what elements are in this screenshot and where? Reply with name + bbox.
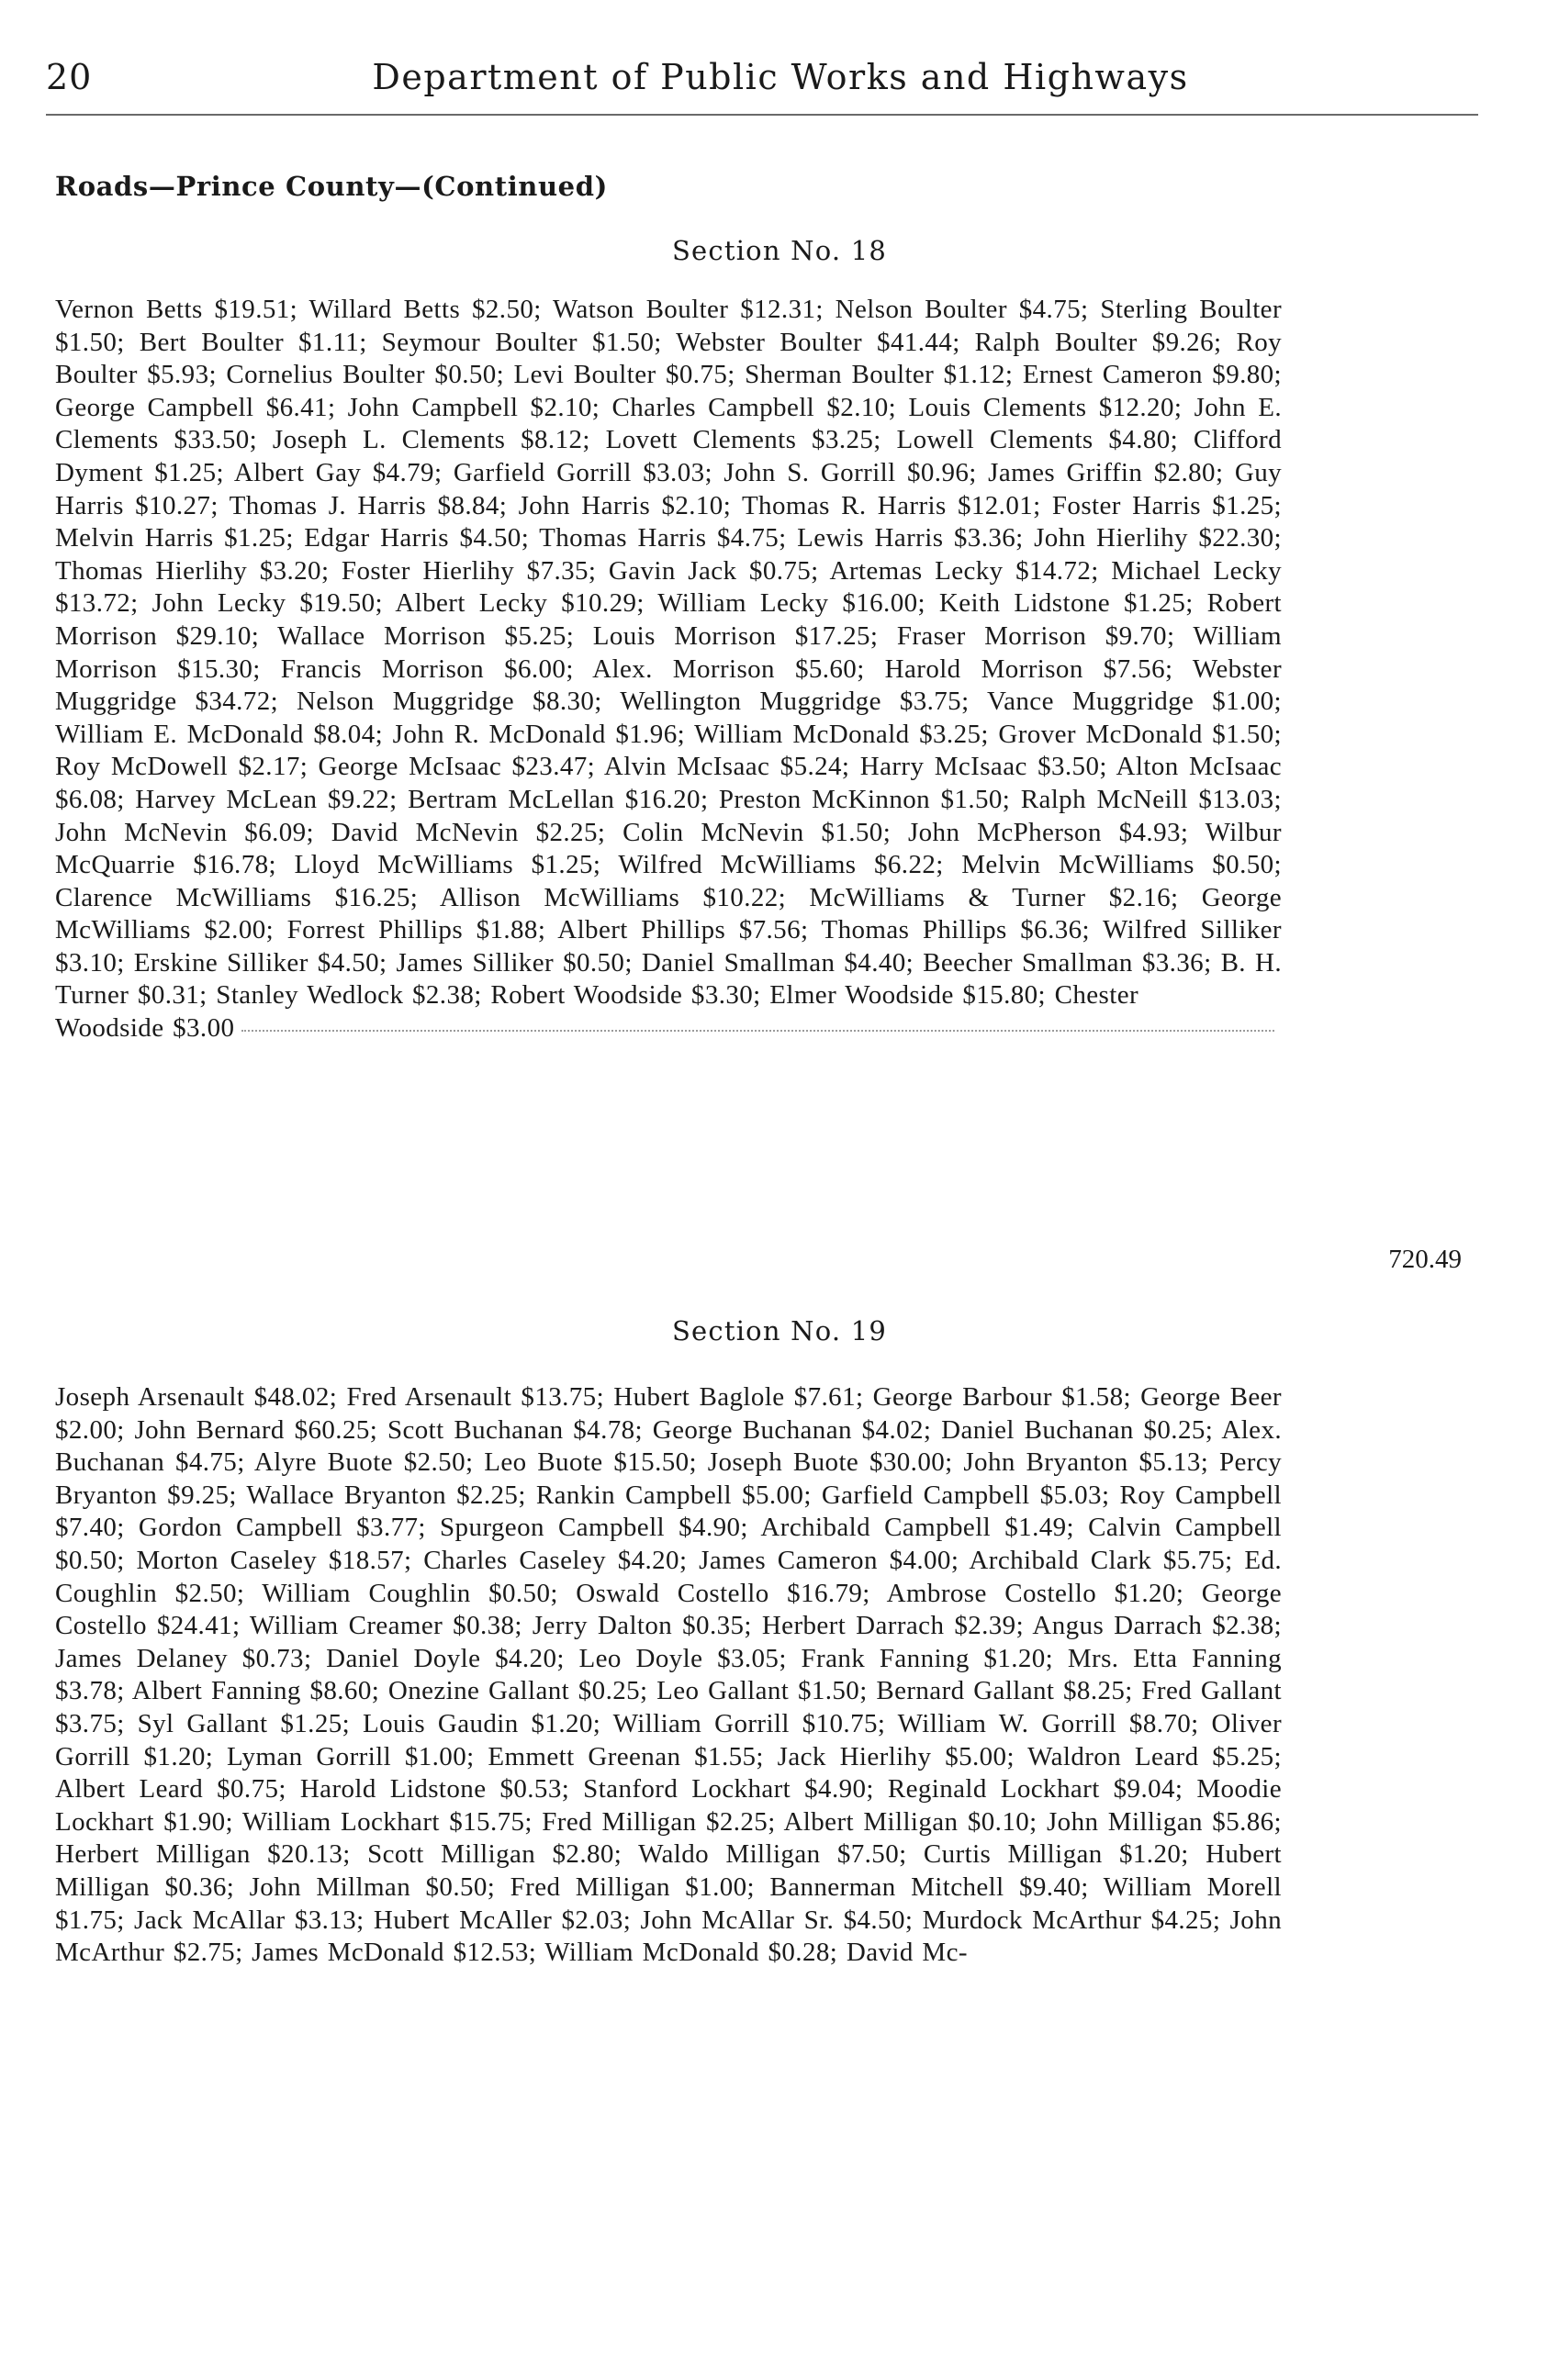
page-number: 20 bbox=[46, 57, 93, 97]
section-body bbox=[55, 1381, 1282, 1970]
section-last-entry: Woodside $3.00 bbox=[55, 1013, 235, 1044]
continued-heading: Roads—Prince County—(Continued) bbox=[55, 171, 608, 202]
page-title: Department of Public Works and Highways bbox=[372, 57, 1189, 97]
section-heading: Section No. 18 bbox=[671, 235, 888, 266]
section-total: 720.49 bbox=[1388, 1245, 1462, 1274]
running-head bbox=[46, 57, 1460, 108]
section-text: Joseph Arsenault $48.02; Fred Arsenault $13.75; Hubert Baglole $7.61; George Barbour $1.58; George Beer $2.00; John Bernard $60.25; Scott Buchanan $4.78; George Buchanan $4.02; Daniel Buchanan $0.25; Alex. Buchanan $4.75; Alyre Buote $2.50; Leo Buote $15.50; Joseph Buote $30.00; John Bryanton $5.13; Percy Bryanton $9.25; Wallace Bryanton $2.25; Rankin Campbell $5.00; Garfield Campbell $5.03; Roy Campbell $7.40; Gordon Campbell $3.77; Spurgeon Campbell $4.90; Archibald Campbell $1.49; Calvin Campbell $0.50; Morton Caseley $18.57; Charles Caseley $4.20; James Cameron $4.00; Archibald Clark $5.75; Ed. Coughlin $2.50; William Coughlin $0.50; Oswald Costello $16.79; Ambrose Costello $1.20; George Costello $24.41; William Creamer $0.38; Jerry Dalton $0.35; Herbert Darrach $2.39; Angus Darrach $2.38; James Delaney $0.73; Daniel Doyle $4.20; Leo Doyle $3.05; Frank Fanning $1.20; Mrs. Etta Fanning $3.78; Albert Fanning $8.60; Onezine Gallant $0.25; Leo Gallant $1.50; Bernard Gallant $8.25; Fred Gallant $3.75; Syl Gallant $1.25; Louis Gaudin $1.20; William Gorrill $10.75; William W. Gorrill $8.70; Oliver Gorrill $1.20; Lyman Gorrill $1.00; Emmett Greenan $1.55; Jack Hierlihy $5.00; Waldron Leard $5.25; Albert Leard $0.75; Harold Lidstone $0.53; Stanford Lockhart $4.90; Reginald Lockhart $9.04; Moodie Lockhart $1.90; William Lockhart $15.75; Fred Milligan $2.25; Albert Milligan $0.10; John Milligan $5.86; Herbert Milligan $20.13; Scott Milligan $2.80; Waldo Milligan $7.50; Curtis Milligan $1.20; Hubert Milligan $0.36; John Millman $0.50; Fred Milligan $1.00; Bannerman Mitchell $9.40; William Morell $1.75; Jack McAllar $3.13; Hubert McAller $2.03; John McAllar Sr. $4.50; Murdock McArthur $4.25; John McArthur $2.75; James McDonald $12.53; William McDonald $0.28; David Mc- bbox=[55, 1382, 1282, 1968]
section-body bbox=[55, 294, 1282, 1045]
header-rule bbox=[46, 114, 1478, 116]
section-heading: Section No. 19 bbox=[671, 1315, 888, 1346]
dot-leader bbox=[241, 1030, 1274, 1032]
section-text: Vernon Betts $19.51; Willard Betts $2.50; Watson Boulter $12.31; Nelson Boulter $4.75; Sterling Boulter $1.50; Bert Boulter $1.11; Seymour Boulter $1.50; Webster Boulter $41.44; Ralph Boulter $9.26; Roy Boulter $5.93; Cornelius Boulter $0.50; Levi Boulter $0.75; Sherman Boulter $1.12; Ernest Cameron $9.80; George Campbell $6.41; John Campbell $2.10; Charles Campbell $2.10; Louis Clements $12.20; John E. Clements $33.50; Joseph L. Clements $8.12; Lovett Clements $3.25; Lowell Clements $4.80; Clifford Dyment $1.25; Albert Gay $4.79; Garfield Gorrill $3.03; John S. Gorrill $0.96; James Griffin $2.80; Guy Harris $10.27; Thomas J. Harris $8.84; John Harris $2.10; Thomas R. Harris $12.01; Foster Harris $1.25; Melvin Harris $1.25; Edgar Harris $4.50; Thomas Harris $4.75; Lewis Harris $3.36; John Hierlihy $22.30; Thomas Hierlihy $3.20; Foster Hierlihy $7.35; Gavin Jack $0.75; Artemas Lecky $14.72; Michael Lecky $13.72; John Lecky $19.50; Albert Lecky $10.29; William Lecky $16.00; Keith Lidstone $1.25; Robert Morrison $29.10; Wallace Morrison $5.25; Louis Morrison $17.25; Fraser Morrison $9.70; William Morrison $15.30; Francis Morrison $6.00; Alex. Morrison $5.60; Harold Morrison $7.56; Webster Muggridge $34.72; Nelson Muggridge $8.30; Wellington Muggridge $3.75; Vance Muggridge $1.00; William E. McDonald $8.04; John R. McDonald $1.96; William McDonald $3.25; Grover McDonald $1.50; Roy McDowell $2.17; George McIsaac $23.47; Alvin McIsaac $5.24; Harry McIsaac $3.50; Alton McIsaac $6.08; Harvey McLean $9.22; Bertram McLellan $16.20; Preston McKinnon $1.50; Ralph McNeill $13.03; John McNevin $6.09; David McNevin $2.25; Colin McNevin $1.50; John McPherson $4.93; Wilbur McQuarrie $16.78; Lloyd McWilliams $1.25; Wilfred McWilliams $6.22; Melvin McWilliams $0.50; Clarence McWilliams $16.25; Allison McWilliams $10.22; McWilliams & Turner $2.16; George McWilliams $2.00; Forrest Phillips $1.88; Albert Phillips $7.56; Thomas Phillips $6.36; Wilfred Silliker $3.10; Erskine Silliker $4.50; James Silliker $0.50; Daniel Smallman $4.40; Beecher Smallman $3.36; B. H. Turner $0.31; Stanley Wedlock $2.38; Robert Woodside $3.30; Elmer Woodside $15.80; Chester bbox=[55, 295, 1282, 1011]
section-last-line bbox=[55, 1012, 1282, 1045]
